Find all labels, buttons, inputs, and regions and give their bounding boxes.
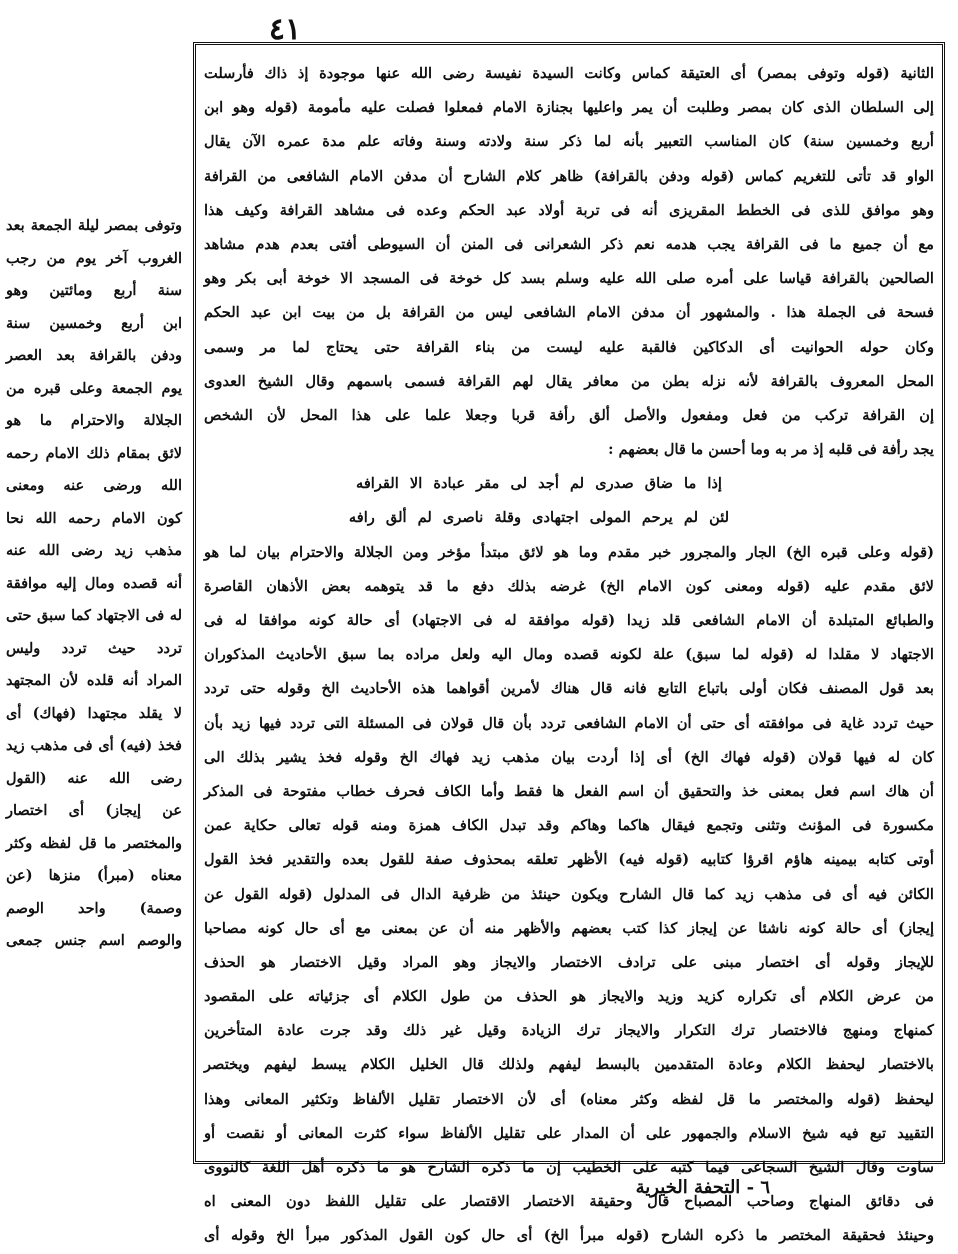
text-line: المحل المعروف بالقرافة لأنه نزله بطن من معافر يقال لهم القرافة فسمى باسمهم وقال الشيخ العدوى [204,372,934,390]
text-line: وهو موافق للذى فى الخطط المقريزى أنه فى تربة أولاد عبد الحكم وعده فى مشاهد القرافة وكيف هذا [204,201,934,219]
margin-line: له فى الاجتهاد كما سبق حتى [6,607,182,624]
text-line: الكائن فيه أى فى مذهب زيد كما قال الشارح ويكون حينئذ من ظرفية الدال فى المدلول (قوله القول عن [204,885,934,903]
margin-line: لائق بمقام ذلك الامام رحمه [6,444,182,462]
text-line: التقييد تبع فيه شيخ الاسلام والجمهور على أن المدار على تقليل الألفاظ سواء كثرت المعانى أو نقصت أو [204,1124,934,1142]
margin-line: معناه (مبرأ) منزها (عن [6,867,182,884]
margin-line: مذهب زيد رضى الله عنه [6,542,182,559]
text-line: للإيجاز وقوله أى اختصار مبنى على ترادف الاختصار والايجاز وهو المراد وقيل الاختصار هو الحذف [204,953,934,971]
text-line: والطبائع المتبلدة أن الامام الشافعى قلد زيدا (قوله موافقة له فى الاجتهاد) أى حالة كونه موافقا له فى [204,612,934,629]
margin-line: الجلالة والاحترام ما هو [6,412,182,429]
text-line: الصالحين بالقرافة قياسا على أمره صلى الله عليه وسلم بسد كل خوخة فى المسجد الا خوخة أبى بكر وهو [204,270,934,288]
text-line: مع أن جميع ما فى القرافة يجب هدمه نعم ذكر الشعرانى فى المنن أن السيوطى أفتى بعدم هدم مشاهد [204,235,934,253]
margin-line: تردد حيث تردد وليس [6,639,182,657]
text-line: من عرض الكلام أى تكراره كزيد وزيد والايجاز هو الحذف من طول الكلام أى جزئياته على المقصود [204,988,934,1006]
text-line: أربع وخمسين سنة) كان المناسب التعبير بأنه لما ذكر سنة ولادته وسنة وفاته علم مدة عمره الآن يقال [204,133,934,151]
margin-line: رضى الله عنه (القول [6,769,182,787]
text-line: الثانية (قوله وتوفى بمصر) أى العتيقة كماس وكانت السيدة نفيسة رضى الله عنها موجودة إذ ذاك فأرسلت [204,65,934,82]
margin-line: عن إيجاز) أى اختصار [6,802,182,819]
margin-line: وتوفى بمصر ليلة الجمعة بعد [6,217,182,234]
page-footer: ٦ - التحفة الخيرية [635,1177,770,1198]
text-line: وحينئذ فحقيقة المختصر ما ذكره الشارح (قوله مبرأ الخ) أى حال كون القول المذكور مبرأ الخ وقوله أى [204,1227,934,1245]
margin-line: سنة أربع ومائتين وهو [6,282,182,299]
margin-line: والوصم اسم جنس جمعى [6,932,182,949]
margin-line: لا يقلد مجتهدا (فهاك) أى [6,704,182,722]
page-number: ٤١ [268,12,302,47]
text-line: ليحفظ (قوله والمختصر ما قل لفظه وكثر معناه) أى لأن الاختصار تقليل الألفاظ وتكثير المعانى وهذا [204,1090,934,1108]
margin-line: ابن أربع وخمسين سنة [6,314,182,332]
text-line: بالاختصار ليحفظ الكلام وعادة المتقدمين بالبسط ليفهم ولذلك قال الخليل الكلام يبسط ليفهم ويختصر [204,1056,934,1074]
margin-line: ودفن بالقرافة بعد العصر [6,347,182,364]
margin-matn-text [6,210,182,958]
text-line: كمنهاج ومنهج فالاختصار ترك التكرار والايجاز ترك الزيادة وقيل غير ذلك وقد جرت عادة المتأخرين [204,1022,934,1040]
text-line: حيث تردد غاية فى موافقته أى حتى أن الامام الشافعى تردد بأن قال قولان فى المسئلة التى تردد فيها زيد بأن [204,714,934,732]
margin-line: فخذ (فيه) أى فى مذهب زيد [6,737,182,754]
text-line: وكان حوله الحوانيت أى الدكاكين فالقبة عليه ليست من بناء القرافة حتى يحتاج لما مر وسمى [204,338,934,356]
verse-line: إذا ما ضاق صدرى لم أجد لى مقر عبادة الا القرافه [356,475,722,493]
margin-line: المراد أنه قلده لأن المجتهد [6,672,182,689]
text-line: ساوت وقال الشيخ السجاعى فيما كتبه على الخطيب إن ما ذكره الشارح هو ما ذكره أهل اللغة كالنووى [204,1159,934,1176]
text-line: إلى السلطان الذى كان بمصر وطلبت أن يمر واعليها بجنازة الامام فمعلوا فصلت عليه مأمومة (قوله وهو ابن [204,99,934,117]
margin-line: يوم الجمعة وعلى قبره من [6,379,182,397]
text-line: الاجتهاد لا مقلدا له (قوله لما سبق) علة لكونه قصده ومال اليه ولعل مراده بما سبق الأحاديث المذكوران [204,646,934,664]
text-line: لائق مقدم عليه (قوله ومعنى كون الامام الخ) غرضه بذلك دفع ما قد يتوهمه بعض الأذهان القاصرة [204,577,934,595]
text-line: يجد رأفة فى قلبه إذ مر به وما أحسن ما قال بعضهم : [608,441,934,459]
margin-line: الغروب آخر يوم من رجب [6,249,182,267]
text-line: بعد قول المصنف فكان أولى باتباع التابع فانه قال هناك لأمرين أقواهما هذه الأحاديث الخ وقوله حتى تردد [204,680,934,698]
verse-line: لئن لم يرحم المولى اجتهادى وقلة ناصرى لم ألق رافه [348,509,730,527]
text-line: إيجاز) أى حالة كونه ناشئا عن إيجاز كذا كتب بعضهم والأظهر منه أن عن بمعنى مع أى حال كونه مصاحبا [204,919,934,937]
text-line: فسحة فى الجملة هذا . والمشهور أن مدفن الامام الشافعى ليس من القرافة بل من بيت ابن عبد الحكم [204,304,934,322]
text-line: (قوله وعلى قبره الخ) الجار والمجرور خبر مقدم وما هو لائق مبتدأ مؤخر ومن الجلالة والاحترام بيان لما هو [204,543,934,561]
margin-line: كون الامام رحمه الله نحا [6,509,182,527]
margin-line: وصمة) واحد الوصم [6,899,182,917]
margin-line: والمختصر ما قل لفظه وكثر [6,834,182,852]
text-line: كان له فيها قولان (قوله فهاك الخ) أى إذا أردت بيان مذهب زيد فهاك الخ وقوله فخذ يشير بذلك الى [204,748,934,766]
text-line: مكسورة فى المؤنث وتثنى وتجمع فيقال هاكما وهاكم وقد تبدل الكاف همزة ومنه قوله تعالى حكاية عمن [204,817,934,835]
text-line: فى دقائق المنهاج وصاحب المصباح قال وحقيقة الاختصار الاقتصار على تقليل اللفظ دون المعنى اه [204,1193,934,1211]
text-line: إن القرافة تركب من فعل ومفعول والأصل ألق رأفة قربا وجعلا علما على هذا المحل لأن الشخص [204,406,934,424]
text-line: الواو قد تأتى للتغريم كماس (قوله ودفن بالقرافة) ظاهر كلام الشارح أن مدفن الامام الشافعى من القرافة [204,167,934,185]
margin-line: الله ورضى عنه ومعنى [6,477,182,494]
margin-line: أنه قصده ومال إليه موافقة [6,574,182,592]
text-line: أن هاك اسم فعل بمعنى خذ والتحقيق أن اسم الفعل ها فقط وأما الكاف فحرف خطاب مفتوحة فى المذكر [204,782,934,800]
text-line: أوتى كتابه بيمينه هاؤم اقرؤا كتابيه (قوله فيه) الأظهر تعلقه بمحذوف صفة للقول بعده والتقدير فخذ القول [204,851,934,869]
